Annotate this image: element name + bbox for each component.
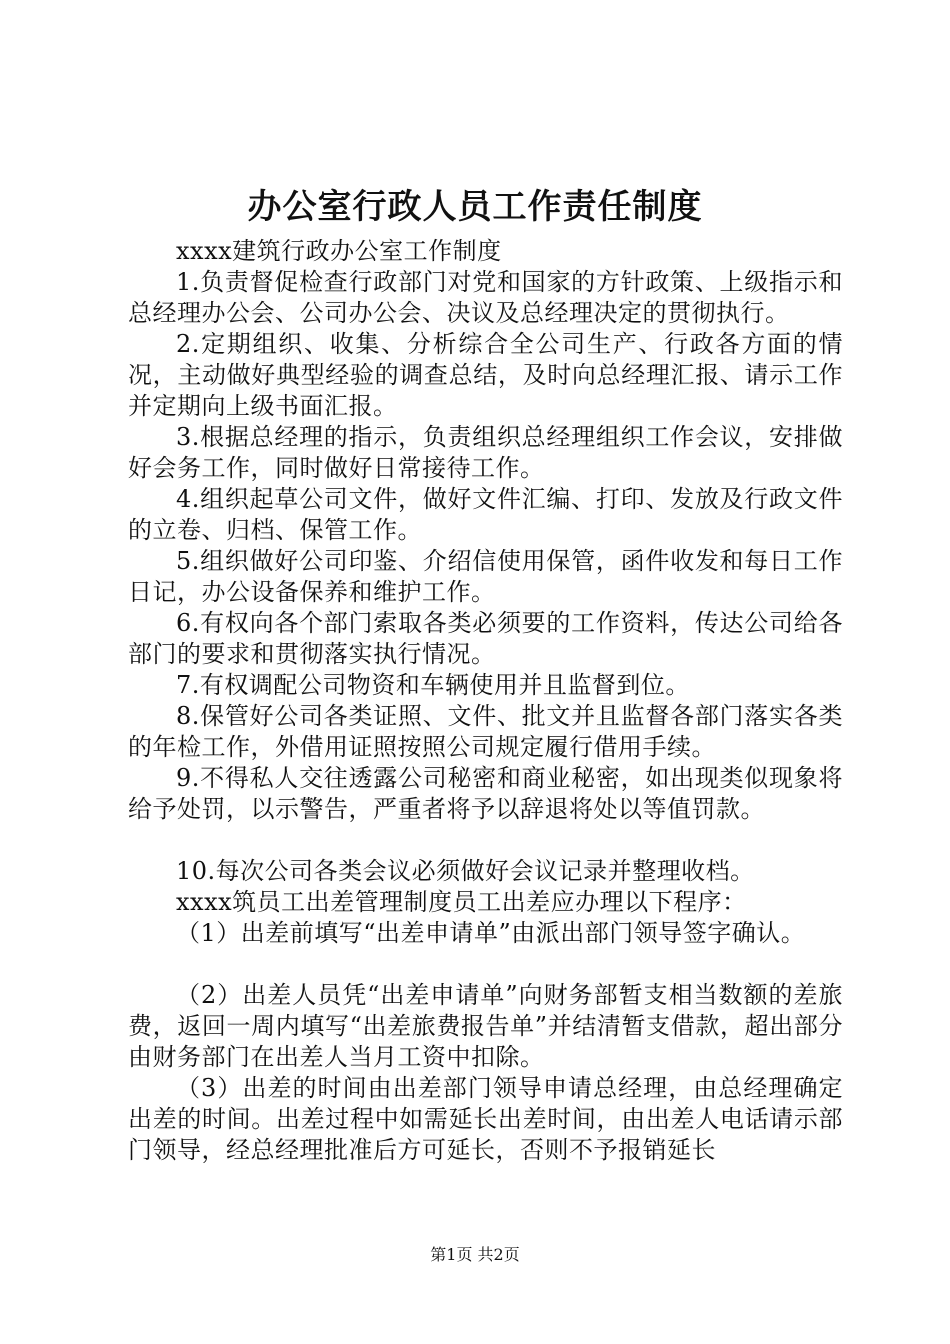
paragraph-travel-step-2: （2）出差人员凭“出差申请单”向财务部暂支相当数额的差旅费，返回一周内填写“出差旅费报告单”并结清暂支借款，超出部分由财务部门在出差人当月工资中扣除。 [128,981,843,1071]
paragraph-travel-step-1: （1）出差前填写“出差申请单”由派出部门领导签字确认。 [176,919,806,947]
paragraph-item-4: 4.组织起草公司文件，做好文件汇编、打印、发放及行政文件的立卷、归档、保管工作。 [128,485,843,544]
paragraph-item-3: 3.根据总经理的指示，负责组织总经理组织工作会议，安排做好会务工作，同时做好日常接待工作。 [128,423,843,482]
paragraph-item-2: 2.定期组织、收集、分析综合全公司生产、行政各方面的情况，主动做好典型经验的调查总结，及时向总经理汇报、请示工作并定期向上级书面汇报。 [128,330,843,420]
paragraph-item-10: 10.每次公司各类会议必须做好会议记录并整理收档。 [176,857,755,885]
paragraph-heading-office: xxxx建筑行政办公室工作制度 [176,237,502,265]
paragraph-item-1: 1.负责督促检查行政部门对党和国家的方针政策、上级指示和总经理办公会、公司办公会、决议及总经理决定的贯彻执行。 [128,268,843,327]
paragraph-travel-step-3: （3）出差的时间由出差部门领导申请总经理，由总经理确定出差的时间。出差过程中如需延长出差时间，由出差人电话请示部门领导，经总经理批准后方可延长，否则不予报销延长 [128,1074,843,1164]
document-body [128,236,843,1166]
page-footer: 第1页 共2页 [430,1245,520,1264]
paragraph-item-5: 5.组织做好公司印鉴、介绍信使用保管，函件收发和每日工作日记，办公设备保养和维护工作。 [128,547,843,606]
paragraph-heading-travel: xxxx筑员工出差管理制度员工出差应办理以下程序： [176,888,747,916]
paragraph-item-8: 8.保管好公司各类证照、文件、批文并且监督各部门落实各类的年检工作，外借用证照按照公司规定履行借用手续。 [128,702,843,761]
paragraph-item-6: 6.有权向各个部门索取各类必须要的工作资料，传达公司给各部门的要求和贯彻落实执行情况。 [128,609,843,668]
paragraph-item-9: 9.不得私人交往透露公司秘密和商业秘密，如出现类似现象将给予处罚，以示警告，严重者将予以辞退将处以等值罚款。 [128,764,843,823]
paragraph-item-7: 7.有权调配公司物资和车辆使用并且监督到位。 [176,671,690,699]
document-title: 办公室行政人员工作责任制度 [247,187,703,227]
